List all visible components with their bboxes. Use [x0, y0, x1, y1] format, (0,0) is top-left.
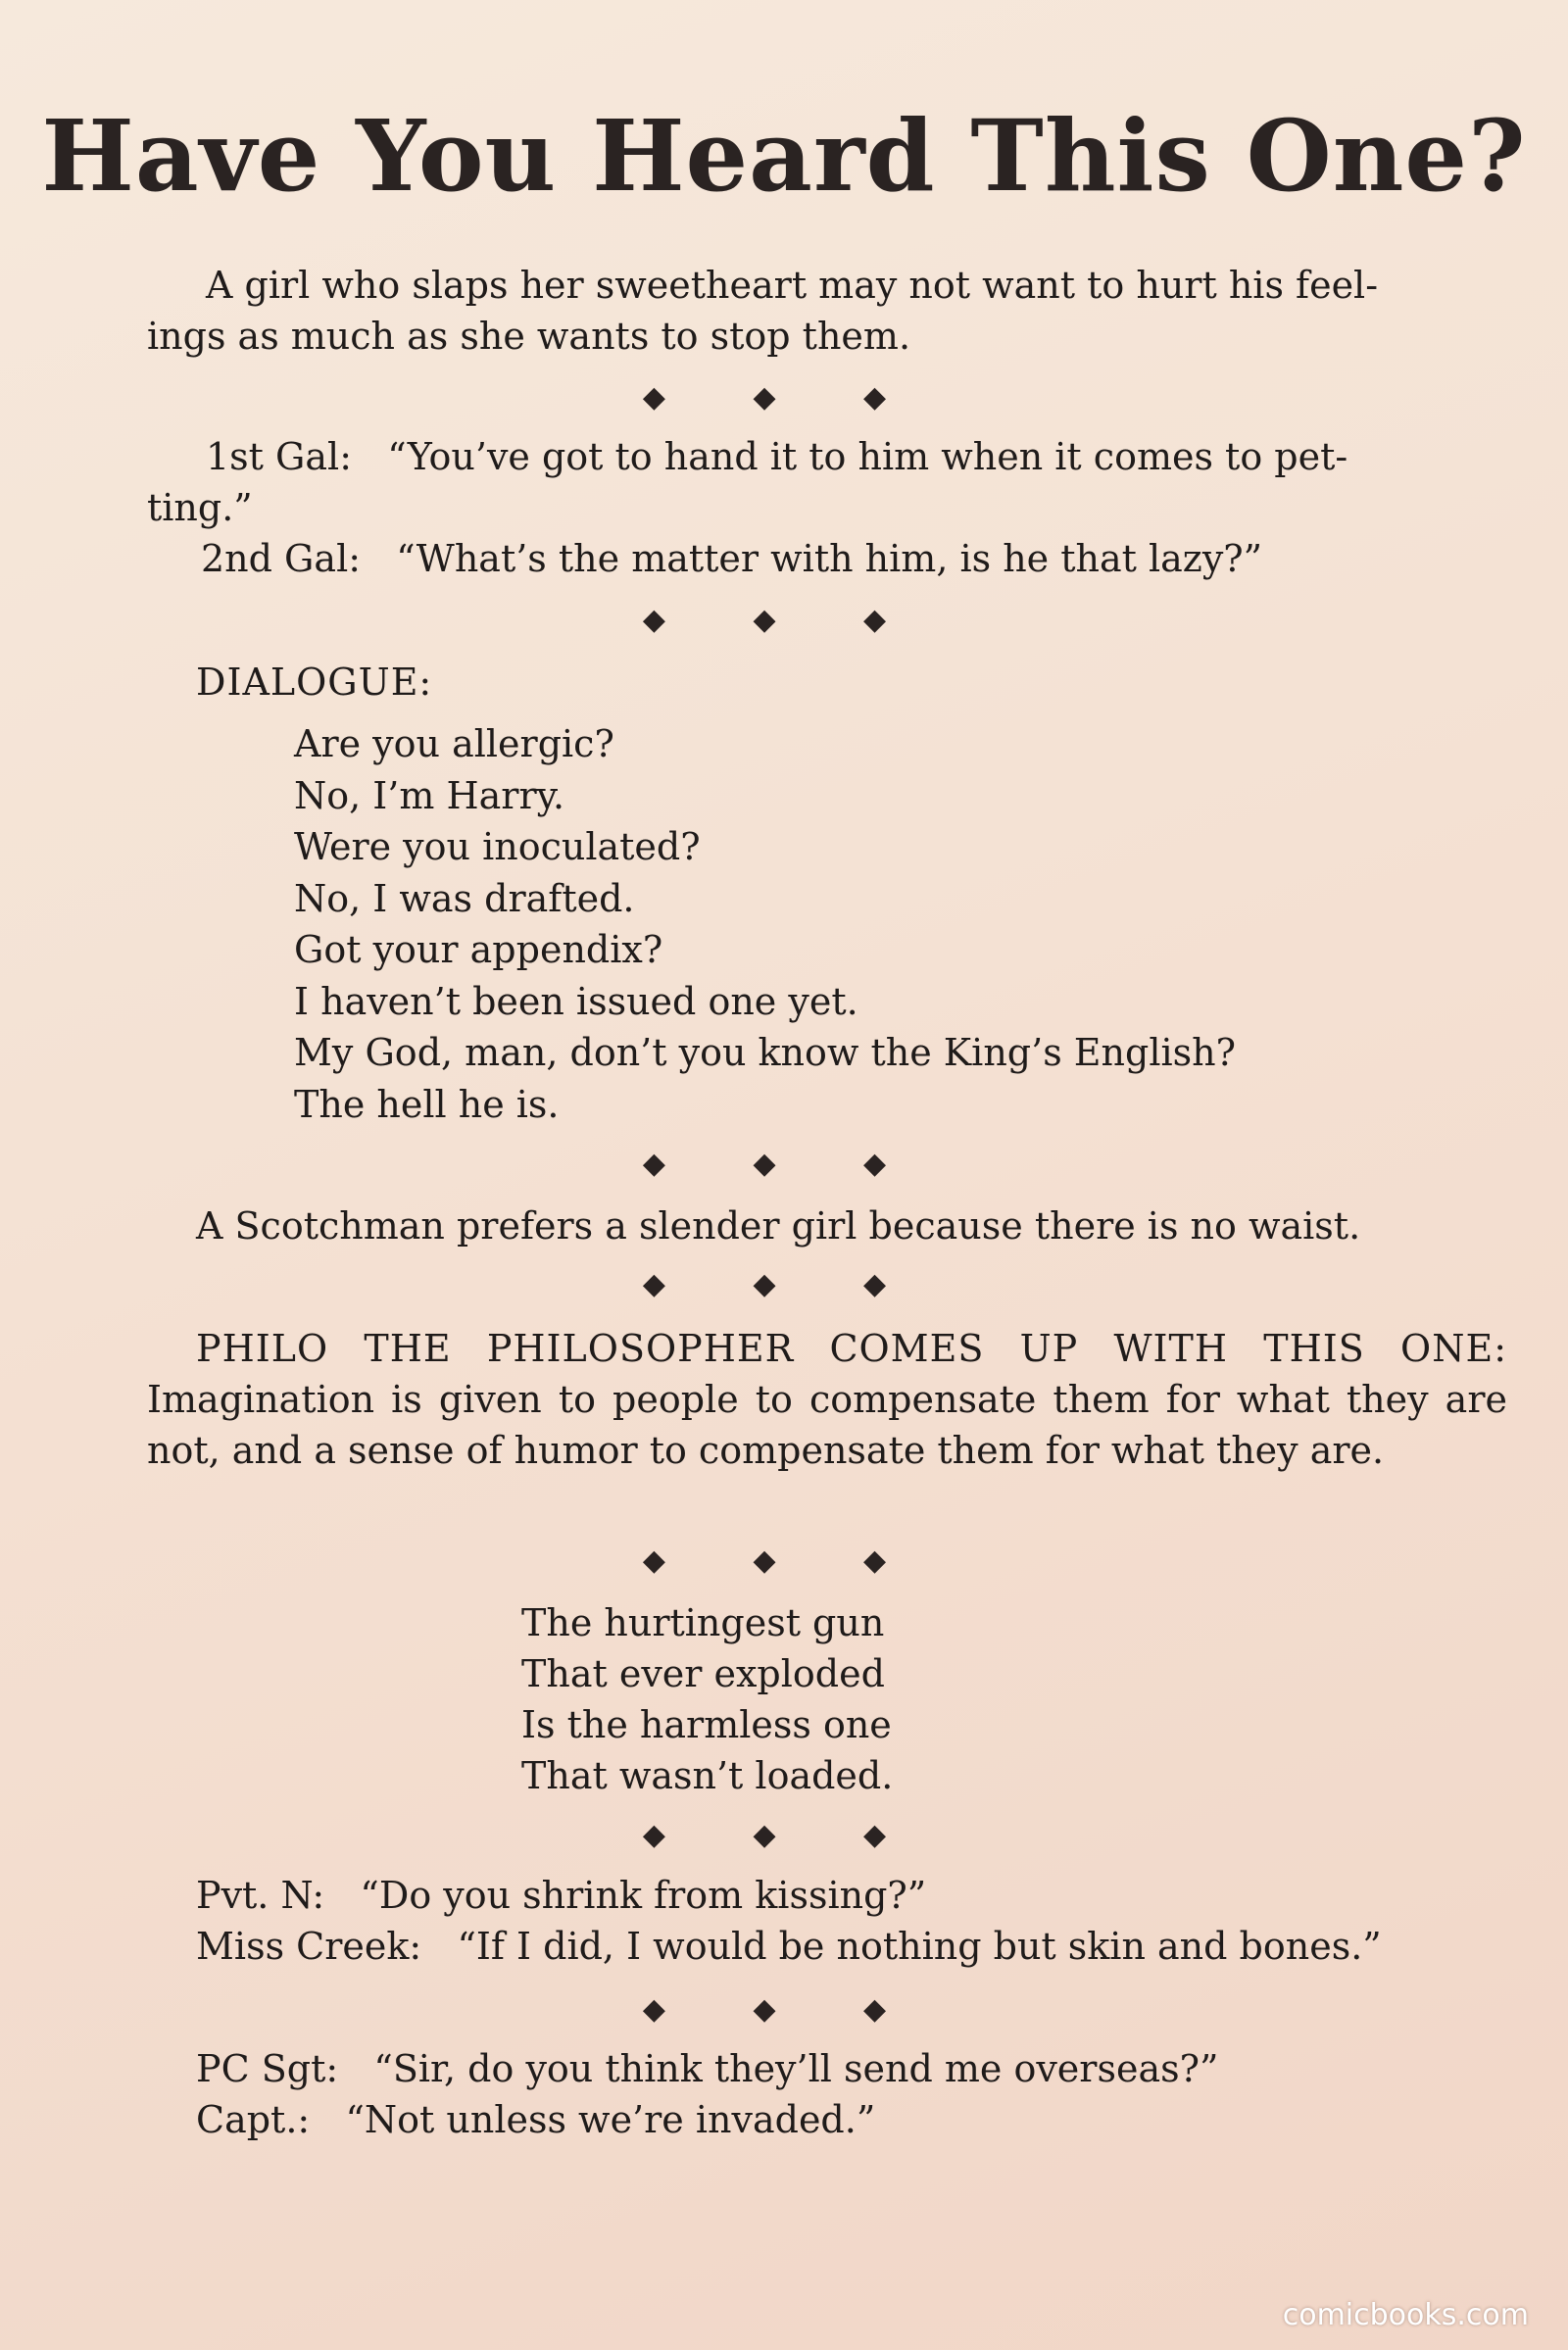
- joke-7-speaker-2: Miss Creek:: [196, 1925, 422, 1968]
- joke-7-quote-1: “Do you shrink from kissing?”: [360, 1874, 927, 1917]
- joke-7-line-2: [196, 1921, 1509, 1972]
- poem-line: Is the harmless one: [521, 1703, 892, 1746]
- poem-line: The hurtingest gun: [521, 1601, 885, 1644]
- divider-4: ◆ ◆ ◆: [642, 1267, 926, 1301]
- divider-1: ◆ ◆ ◆: [642, 380, 926, 415]
- joke-2-speaker-1: 1st Gal:: [206, 435, 352, 478]
- poem-line: That ever exploded: [521, 1652, 885, 1695]
- joke-2-speaker-2: 2nd Gal:: [201, 537, 362, 580]
- joke-1-line-1: A girl who slaps her sweetheart may not want to hurt his feel-: [206, 264, 1379, 307]
- dialogue-line: The hell he is.: [294, 1082, 560, 1126]
- dialogue-line: Got your appendix?: [294, 928, 663, 971]
- dialogue-line: No, I’m Harry.: [294, 773, 565, 817]
- divider-7: ◆ ◆ ◆: [642, 1992, 926, 2027]
- joke-2-line-1: [147, 431, 1480, 482]
- joke-8-line-1: [196, 2043, 1509, 2094]
- divider-2: ◆ ◆ ◆: [642, 603, 926, 637]
- joke-2: [147, 431, 1480, 584]
- dialogue-line: My God, man, don’t you know the King’s English?: [294, 1031, 1236, 1074]
- poem: [521, 1597, 893, 1801]
- joke-2-line-2: [147, 533, 1480, 584]
- philo-text: Imagination is given to people to compensate them for what they are not, and a sense of humor to compensate them for what they are.: [147, 1378, 1507, 1472]
- joke-1-line-2: ings as much as she wants to stop them.: [147, 315, 911, 358]
- joke-8-line-2: [196, 2094, 1509, 2145]
- joke-7: [196, 1870, 1509, 1972]
- divider-5: ◆ ◆ ◆: [642, 1543, 926, 1578]
- joke-8: [196, 2043, 1509, 2145]
- joke-4: A Scotchman prefers a slender girl because there is no waist.: [196, 1204, 1361, 1248]
- dialogue-lines: [294, 718, 1236, 1130]
- joke-1: [147, 260, 1480, 362]
- divider-6: ◆ ◆ ◆: [642, 1818, 926, 1852]
- joke-2-quote-1a: “You’ve got to hand it to him when it comes to pet-: [387, 435, 1348, 478]
- dialogue-heading: DIALOGUE:: [196, 661, 433, 704]
- joke-2-quote-1b: ting.”: [147, 486, 253, 529]
- joke-7-speaker-1: Pvt. N:: [196, 1874, 325, 1917]
- philo-paragraph: [147, 1323, 1507, 1476]
- watermark: comicbooks.com: [1282, 2298, 1529, 2332]
- philo-heading: PHILO THE PHILOSOPHER COMES UP WITH THIS ONE:: [196, 1327, 1507, 1370]
- joke-8-speaker-2: Capt.:: [196, 2098, 311, 2141]
- dialogue-line: Are you allergic?: [294, 722, 614, 765]
- page-title: Have You Heard This One?: [41, 98, 1527, 214]
- joke-7-line-1: [196, 1870, 1509, 1921]
- joke-7-quote-2: “If I did, I would be nothing but skin and bones.”: [457, 1925, 1382, 1968]
- joke-8-quote-1: “Sir, do you think they’ll send me overseas?”: [373, 2047, 1219, 2090]
- joke-8-speaker-1: PC Sgt:: [196, 2047, 339, 2090]
- dialogue-line: I haven’t been issued one yet.: [294, 979, 858, 1023]
- divider-3: ◆ ◆ ◆: [642, 1147, 926, 1181]
- joke-8-quote-2: “Not unless we’re invaded.”: [345, 2098, 876, 2141]
- poem-line: That wasn’t loaded.: [521, 1754, 894, 1797]
- joke-2-quote-2: “What’s the matter with him, is he that lazy?”: [396, 537, 1263, 580]
- dialogue-line: Were you inoculated?: [294, 825, 701, 868]
- dialogue-line: No, I was drafted.: [294, 876, 635, 920]
